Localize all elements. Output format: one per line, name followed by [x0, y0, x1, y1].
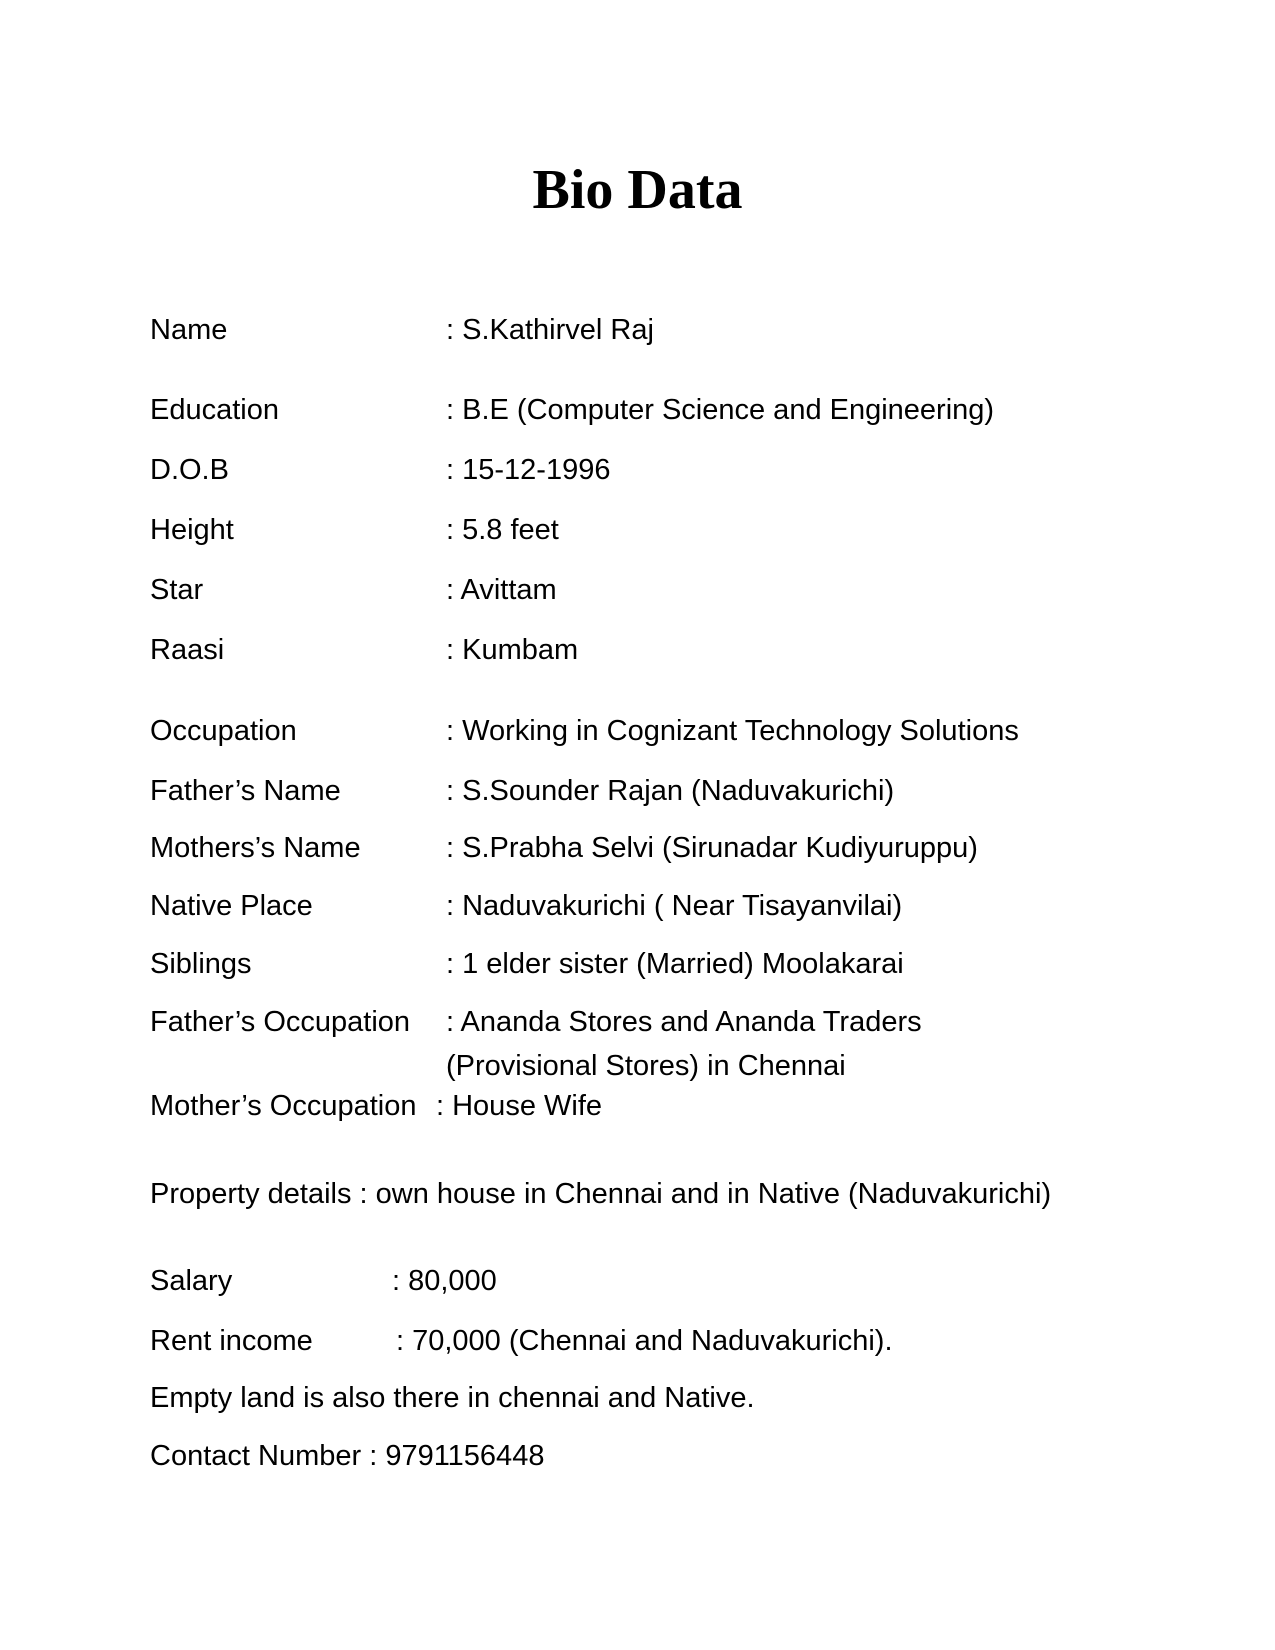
field-label: D.O.B — [150, 454, 229, 486]
field-value: : S.Prabha Selvi (Sirunadar Kudiyuruppu) — [446, 832, 978, 864]
contact-number: Contact Number : 9791156448 — [150, 1440, 545, 1472]
field-label: Father’s Occupation — [150, 1006, 411, 1038]
field-label: Raasi — [150, 634, 225, 666]
field-value: : 15-12-1996 — [446, 454, 611, 486]
field-label: Native Place — [150, 890, 313, 922]
field-value-continued: (Provisional Stores) in Chennai — [446, 1050, 846, 1082]
field-value: : 5.8 feet — [446, 514, 559, 546]
field-label: Name — [150, 314, 228, 346]
field-label: Salary — [150, 1265, 233, 1297]
field-value: : Ananda Stores and Ananda Traders — [446, 1006, 922, 1038]
field-value: : S.Sounder Rajan (Naduvakurichi) — [446, 775, 895, 807]
field-value: : House Wife — [436, 1090, 602, 1122]
field-label: Education — [150, 394, 279, 426]
field-label: Rent income — [150, 1325, 313, 1357]
field-value: : Working in Cognizant Technology Solutions — [446, 715, 1019, 747]
field-value: : B.E (Computer Science and Engineering) — [446, 394, 995, 426]
property-details: Property details : own house in Chennai and in Native (Naduvakurichi) — [150, 1178, 1052, 1210]
field-value: : Avittam — [446, 574, 557, 606]
field-value: : Naduvakurichi ( Near Tisayanvilai) — [446, 890, 903, 922]
field-value: : 1 elder sister (Married) Moolakarai — [446, 948, 904, 980]
field-label: Mother’s Occupation — [150, 1090, 417, 1122]
field-label: Mothers’s Name — [150, 832, 361, 864]
field-value: : Kumbam — [446, 634, 579, 666]
empty-land-note: Empty land is also there in chennai and Native. — [150, 1382, 755, 1414]
field-label: Occupation — [150, 715, 297, 747]
field-value: : S.Kathirvel Raj — [446, 314, 654, 346]
field-value: : 70,000 (Chennai and Naduvakurichi). — [396, 1325, 893, 1357]
field-label: Height — [150, 514, 234, 546]
field-label: Star — [150, 574, 204, 606]
field-label: Siblings — [150, 948, 252, 980]
page-title: Bio Data — [532, 159, 743, 221]
field-value: : 80,000 — [392, 1265, 497, 1297]
field-label: Father’s Name — [150, 775, 341, 807]
